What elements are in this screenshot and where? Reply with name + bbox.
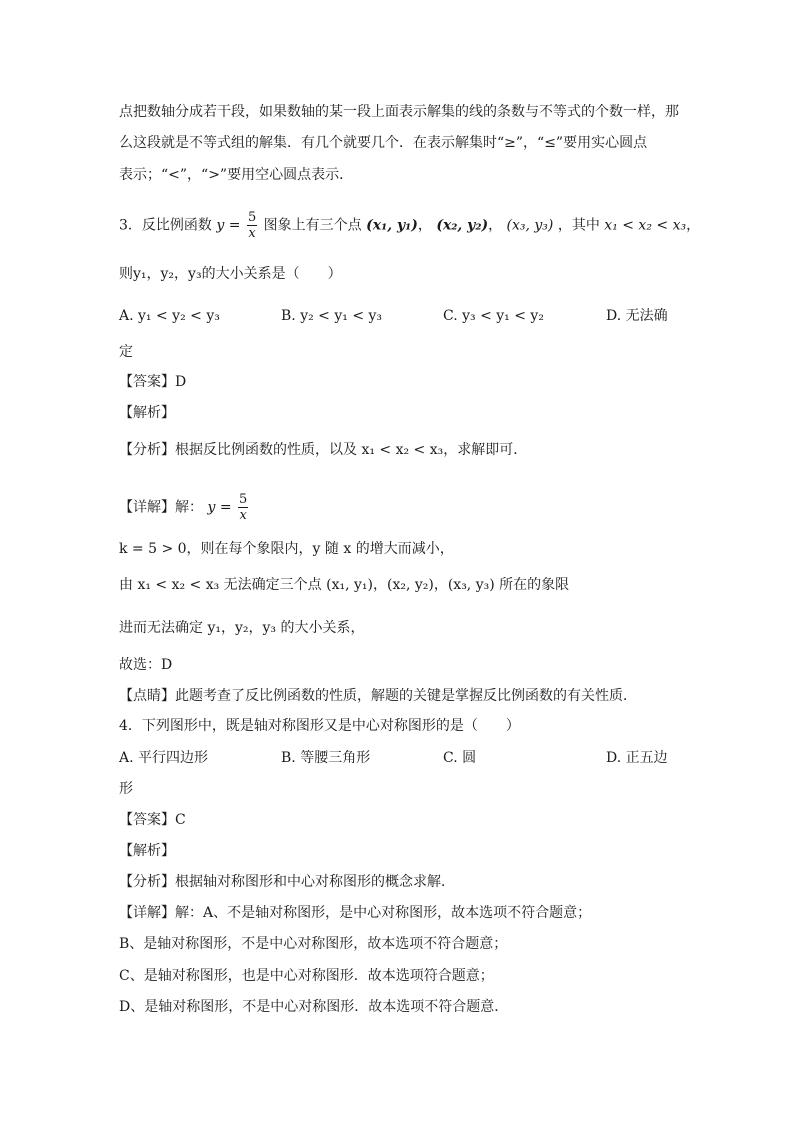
answer-value: C — [175, 812, 186, 828]
detail-y: y — [207, 499, 216, 516]
q4-detail-4: D、是轴对称图形，不是中心对称图形．故本选项不符合题意． — [119, 999, 509, 1015]
q3-option-b: B. y₂ < y₁ < y₃ — [281, 308, 383, 324]
q4-option-d: D. 正五边 — [606, 750, 668, 766]
q3-fraction — [247, 210, 257, 241]
q3-option-d-wrap: 定 — [119, 344, 133, 360]
detail-tag: 【详解】 — [119, 905, 175, 921]
intro-line-3: 表示；“<”，“>”要用空心圆点表示． — [119, 167, 354, 183]
q4-fenxi — [119, 872, 455, 892]
q3-fenxi — [119, 440, 527, 460]
fenxi-tag: 【分析】 — [119, 874, 175, 890]
q3-dianjing — [119, 686, 637, 706]
answer-tag: 【答案】 — [119, 812, 175, 828]
q4-detail-1 — [119, 903, 591, 923]
q3-mid: 图象上有三个点 — [263, 217, 362, 234]
q4-option-c: C. 圆 — [443, 750, 477, 766]
q3-choose: 故选：D — [119, 657, 173, 673]
detail-eq: = — [219, 499, 232, 516]
q4-option-a: A. 平行四边形 — [119, 750, 209, 766]
q3-step-3: 进而无法确定 y₁，y₂，y₃ 的大小关系， — [119, 620, 365, 636]
detail-frac-num: 5 — [239, 492, 248, 507]
q3-point-3: (x₃, y₃) — [506, 217, 554, 234]
detail-frac-den: x — [239, 508, 247, 523]
q3-option-c: C. y₃ < y₁ < y₂ — [443, 308, 544, 324]
q3-cond-pre: ，其中 — [557, 217, 600, 234]
q3-stem-line-2: 则y₁，y₂，y₃的大小关系是（ ） — [119, 266, 342, 282]
q3-number: 3．反比例函数 — [119, 217, 212, 234]
q3-answer — [119, 372, 186, 392]
q3-stem-line-1: 3．反比例函数 y = $\frac{5}{x}$ 图象上有三个点 (x₁, y₁)， (x₂, y₂)， (x₃, y₃) ，其中 x₁ < x₂ < x₃， — [119, 210, 701, 241]
q3-analysis-tag: 【解析】 — [119, 405, 175, 421]
q3-condition: x₁ < x₂ < x₃ — [604, 217, 687, 234]
q4-answer — [119, 810, 186, 830]
q4-detail-2: B、是轴对称图形，不是中心对称图形，故本选项不符合题意； — [119, 936, 508, 952]
q3-step-1: k = 5 > 0，则在每个象限内，y 随 x 的增大而减小， — [119, 541, 454, 557]
q3-func-y: y — [216, 217, 225, 234]
fenxi-tag: 【分析】 — [119, 442, 175, 458]
answer-value: D — [175, 374, 187, 390]
dianjing-tag: 【点睛】 — [119, 688, 175, 704]
detail-pre: 解： — [175, 499, 203, 516]
q3-frac-den: x — [248, 226, 256, 241]
q3-eq: = — [228, 217, 241, 234]
q4-option-d-wrap: 形 — [119, 781, 133, 797]
q4-stem: 4．下列图形中，既是轴对称图形又是中心对称图形的是（ ） — [119, 718, 520, 734]
answer-tag: 【答案】 — [119, 374, 175, 390]
q3-frac-num: 5 — [247, 210, 257, 225]
q3-option-a: A. y₁ < y₂ < y₃ — [119, 308, 220, 324]
detail-tag: 【详解】 — [119, 499, 175, 516]
fenxi-text: 根据反比例函数的性质，以及 x₁ < x₂ < x₃，求解即可． — [175, 442, 528, 458]
q3-option-d: D. 无法确 — [606, 308, 668, 324]
q3-point-2: (x₂, y₂) — [436, 217, 489, 234]
q3-detail — [119, 492, 250, 523]
q4-detail-3: C、是轴对称图形，也是中心对称图形．故本选项符合题意； — [119, 968, 494, 984]
fenxi-text: 根据轴对称图形和中心对称图形的概念求解． — [175, 874, 455, 890]
q3-step-2: 由 x₁ < x₂ < x₃ 无法确定三个点 (x₁, y₁)，(x₂, y₂)，(x₃, y₃) 所在的象限 — [119, 577, 570, 593]
q4-analysis-tag: 【解析】 — [119, 843, 175, 859]
detail-text: 解：A、不是轴对称图形，是中心对称图形，故本选项不符合题意； — [175, 905, 592, 921]
intro-line-1: 点把数轴分成若干段，如果数轴的某一段上面表示解集的线的条数与不等式的个数一样，那 — [119, 104, 679, 120]
q4-option-b: B. 等腰三角形 — [281, 750, 371, 766]
dianjing-text: 此题考查了反比例函数的性质，解题的关键是掌握反比例函数的有关性质． — [175, 688, 637, 704]
q3-point-1: (x₁, y₁) — [366, 217, 418, 234]
detail-fraction — [238, 492, 248, 523]
intro-line-2: 么这段就是不等式组的解集．有几个就要几个．在表示解集时“≥”，“≤”要用实心圆点 — [119, 135, 648, 151]
